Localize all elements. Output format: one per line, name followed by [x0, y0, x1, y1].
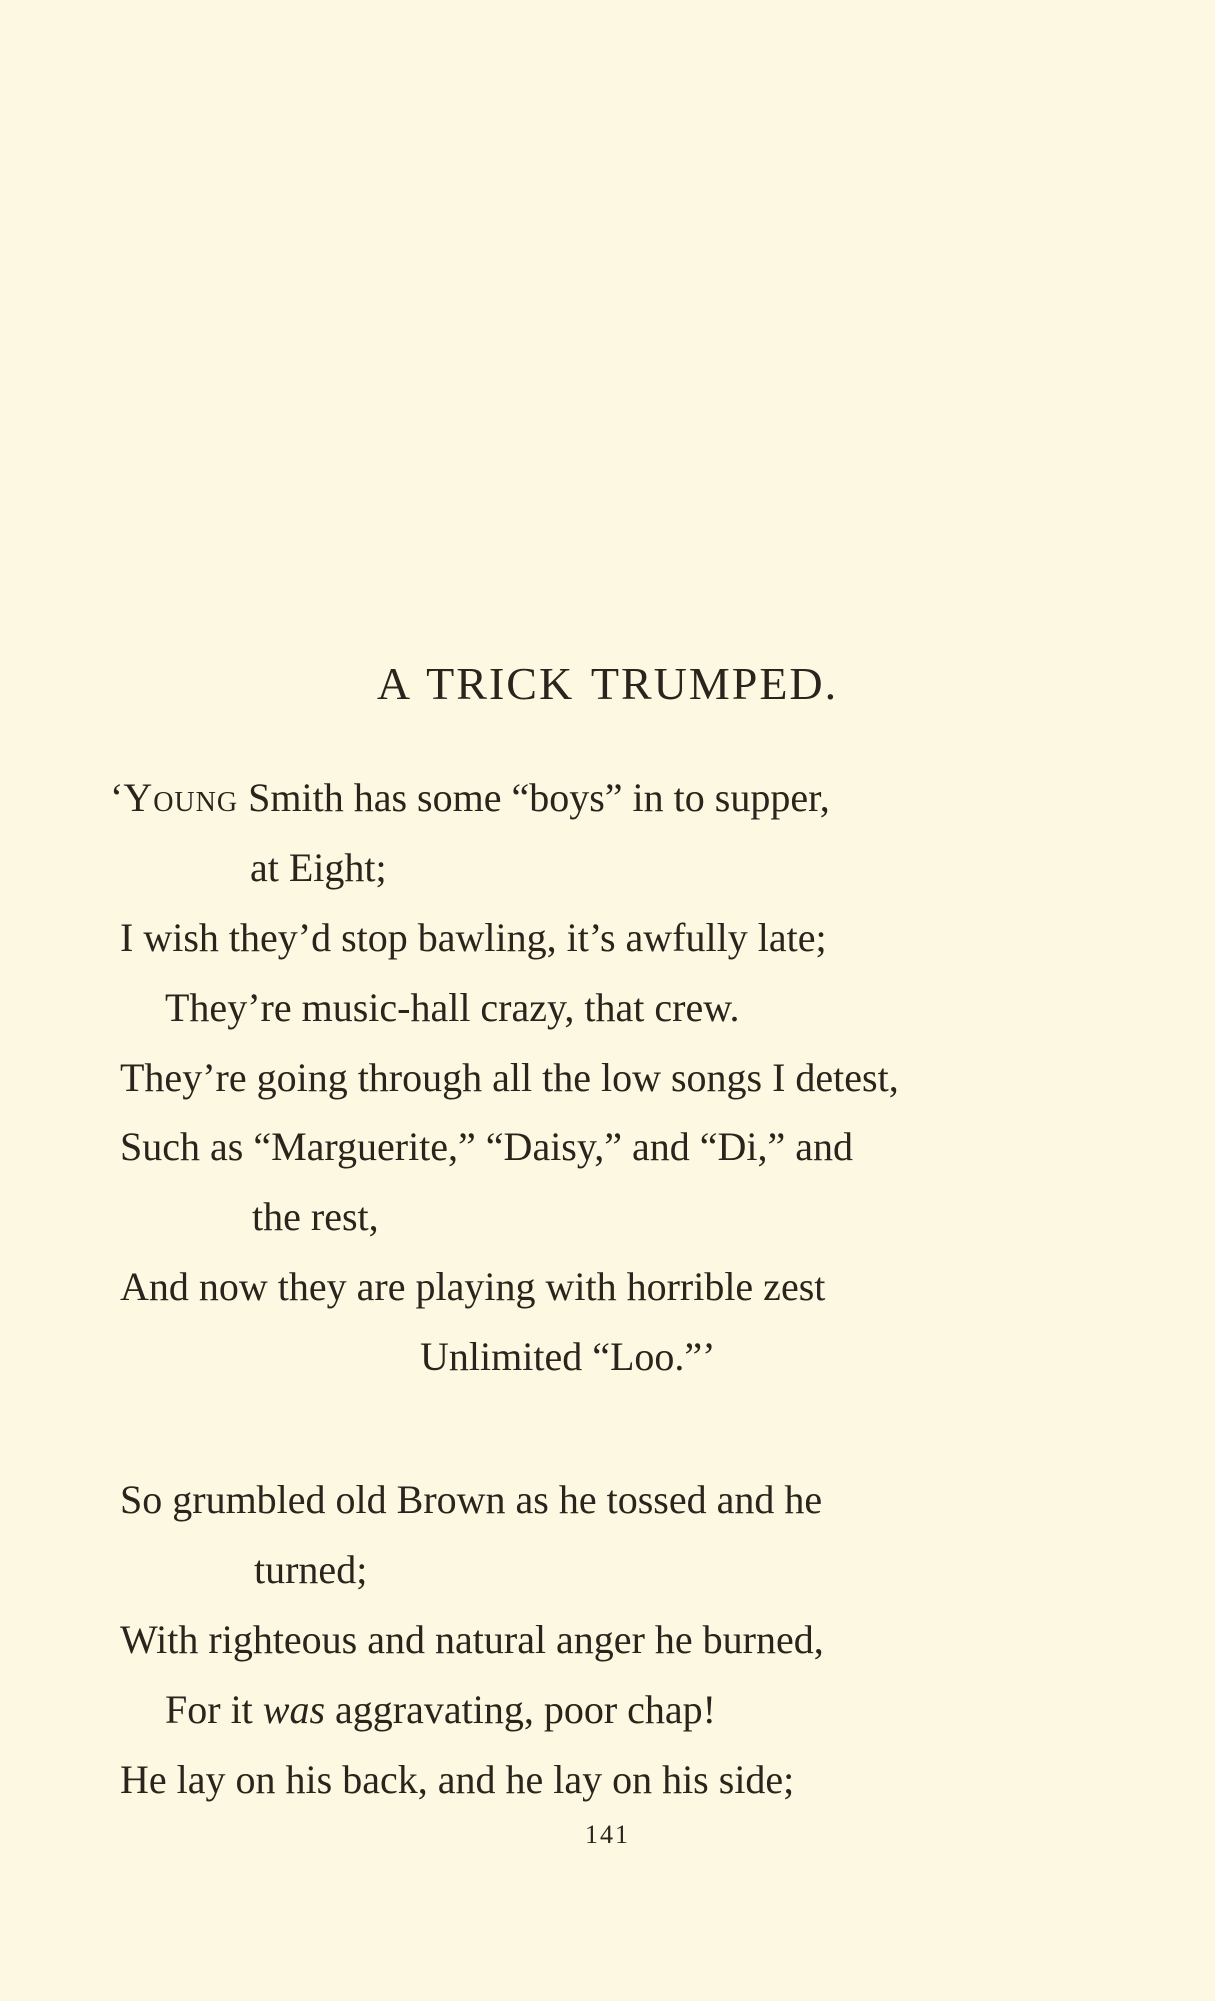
smallcaps-word: Young: [123, 775, 239, 820]
stanza1-line9: Unlimited “Loo.”’: [420, 1334, 716, 1379]
stanza2-line2: turned;: [254, 1547, 368, 1592]
stanza1-line6: Such as “Marguerite,” “Daisy,” and “Di,” and: [120, 1124, 854, 1169]
stanza1-line4: They’re music-hall crazy, that crew.: [165, 985, 740, 1030]
stanza1-line1: [110, 775, 830, 820]
italic-word: was: [262, 1687, 326, 1732]
stanza1-line3: I wish they’d stop bawling, it’s awfully late;: [120, 915, 827, 960]
stanza1-line5: They’re going through all the low songs I detest,: [120, 1055, 899, 1100]
stanza2-line1: So grumbled old Brown as he tossed and he: [120, 1477, 823, 1522]
stanza2-line4: [165, 1687, 717, 1732]
poem-title: A TRICK TRUMPED.: [376, 658, 839, 709]
stanza1-line7: the rest,: [252, 1194, 379, 1239]
line-text: Smith has some “boys” in to supper,: [238, 775, 830, 820]
stanza2-line5: He lay on his back, and he lay on his side;: [120, 1757, 795, 1802]
line-text: aggravating, poor chap!: [325, 1687, 717, 1732]
stanza1-line2: at Eight;: [250, 845, 387, 890]
stanza1-line8: And now they are playing with horrible zest: [120, 1264, 826, 1309]
line-text: For it: [165, 1687, 263, 1732]
stanza2-line3: With righteous and natural anger he burned,: [120, 1617, 824, 1662]
opening-quote: ‘: [110, 775, 124, 820]
page-number: 141: [585, 1820, 630, 1849]
